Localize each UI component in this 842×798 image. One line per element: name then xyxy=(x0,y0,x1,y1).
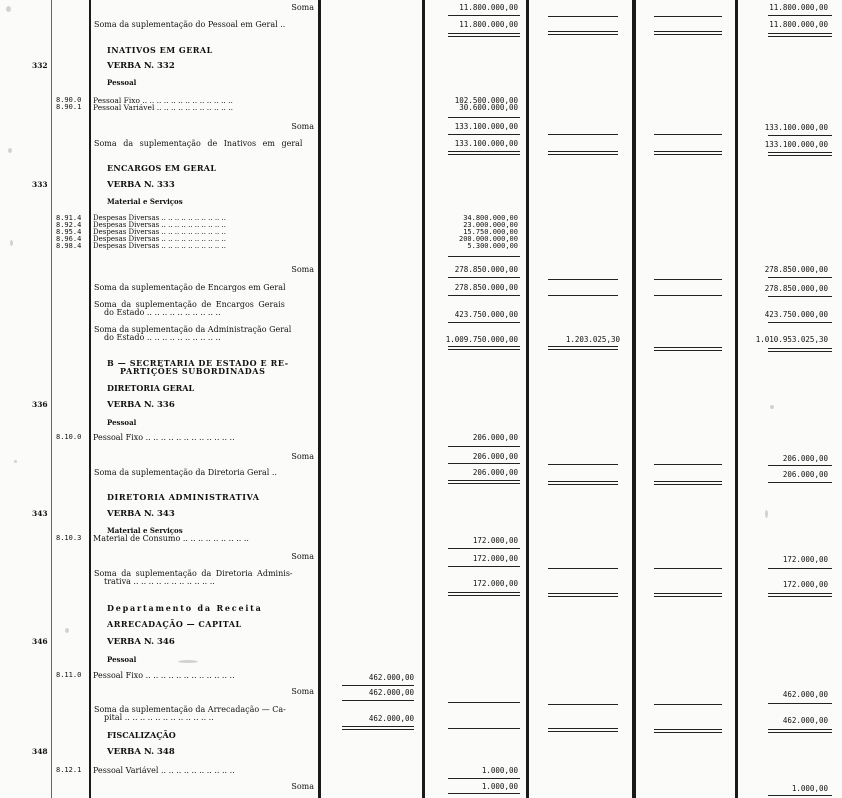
sum-label: Soma da suplementação da Diretoria Adminis- xyxy=(94,569,293,578)
rule xyxy=(548,151,618,152)
rule xyxy=(654,279,722,280)
item-label: Pessoal Fixo .. .. .. .. .. .. .. .. .. .. .. .. .. xyxy=(93,96,233,105)
rule xyxy=(654,34,722,35)
rule xyxy=(768,732,832,733)
sum-label-cont: pital .. .. .. .. .. .. .. .. .. .. .. .. xyxy=(104,713,214,722)
verba-label: VERBA N. 346 xyxy=(107,637,175,647)
amount: 172.000,00 xyxy=(472,579,518,588)
verba-label: VERBA N. 332 xyxy=(107,61,175,71)
rule xyxy=(448,349,520,350)
total-amount: 11.800.000,00 xyxy=(769,3,828,12)
verba-number: 343 xyxy=(32,509,48,518)
amount: 133.100.000,00 xyxy=(454,139,518,148)
item-code: 8.91.4 xyxy=(56,214,82,222)
rule xyxy=(548,134,618,135)
soma-label: Soma xyxy=(291,3,314,12)
section-heading: FISCALIZAÇÃO xyxy=(107,730,176,740)
verba-number: 348 xyxy=(32,747,48,756)
sum-label: Soma da suplementação de Encargos Gerais xyxy=(94,300,285,309)
scan-speck xyxy=(8,148,12,153)
verba-label: VERBA N. 333 xyxy=(107,180,175,190)
amount: 206.000,00 xyxy=(472,433,518,442)
sum-label: Soma da suplementação da Diretoria Geral .. xyxy=(94,468,277,477)
subheading: Pessoal xyxy=(107,418,137,427)
rule xyxy=(768,152,832,153)
rule xyxy=(548,464,618,465)
rule xyxy=(654,134,722,135)
item-label: Pessoal Fixo .. .. .. .. .. .. .. .. .. .. .. .. xyxy=(93,671,235,680)
section-heading-cont: PARTIÇÕES SUBORDINADAS xyxy=(120,366,266,376)
column-rule xyxy=(318,0,321,798)
rule xyxy=(768,277,832,278)
amount: 11.800.000,00 xyxy=(459,20,518,29)
rule xyxy=(448,483,520,484)
verba-number: 332 xyxy=(32,61,48,70)
rule xyxy=(768,795,832,796)
rule xyxy=(548,593,618,594)
rule xyxy=(654,464,722,465)
rule xyxy=(768,296,832,297)
rule xyxy=(654,16,722,17)
amount: 23.000.000,00 xyxy=(463,221,518,229)
verba-number: 333 xyxy=(32,180,48,189)
column-rule xyxy=(89,0,91,798)
rule xyxy=(768,15,832,16)
item-code: 8.96.4 xyxy=(56,235,82,243)
rule xyxy=(448,592,520,593)
rule xyxy=(548,481,618,482)
rule xyxy=(448,778,520,779)
rule xyxy=(548,596,618,597)
rule xyxy=(654,151,722,152)
rule xyxy=(342,700,414,701)
rule xyxy=(448,728,520,729)
subheading: Pessoal xyxy=(107,78,137,87)
soma-label: Soma xyxy=(291,265,314,274)
total-amount: 1.000,00 xyxy=(791,784,828,793)
amount: 200.000.000,00 xyxy=(458,235,518,243)
amount: 278.850.000,00 xyxy=(454,283,518,292)
rule xyxy=(654,729,722,730)
scan-speck xyxy=(770,405,774,409)
rule xyxy=(448,463,520,464)
amount-col0: 462.000,00 xyxy=(368,688,414,697)
rule xyxy=(448,134,520,135)
item-label: Material de Consumo .. .. .. .. .. .. .. .. .. xyxy=(93,534,249,543)
rule xyxy=(448,793,520,794)
rule xyxy=(448,117,520,118)
rule xyxy=(448,295,520,296)
rule xyxy=(768,348,832,349)
rule xyxy=(548,731,618,732)
rule xyxy=(448,322,520,323)
column-rule xyxy=(632,0,636,798)
rule xyxy=(448,702,520,703)
scan-speck xyxy=(178,660,198,663)
scan-speck xyxy=(6,6,11,12)
amount: 30.600.000,00 xyxy=(459,103,518,112)
amount: 172.000,00 xyxy=(472,536,518,545)
total-amount: 133.100.000,00 xyxy=(764,123,828,132)
rule xyxy=(654,481,722,482)
total-amount: 462.000,00 xyxy=(782,716,828,725)
amount: 206.000,00 xyxy=(472,468,518,477)
rule xyxy=(654,347,722,348)
rule xyxy=(768,135,832,136)
item-label: Despesas Diversas .. .. .. .. .. .. .. .. .. .. xyxy=(93,235,226,243)
subheading: Material e Serviços xyxy=(107,197,183,206)
total-amount: 1.010.953.025,30 xyxy=(755,335,828,344)
rule xyxy=(342,685,414,686)
rule xyxy=(768,351,832,352)
rule xyxy=(448,33,520,34)
verba-label: VERBA N. 336 xyxy=(107,400,175,410)
verba-label: VERBA N. 343 xyxy=(107,509,175,519)
rule xyxy=(448,15,520,16)
soma-label: Soma xyxy=(291,687,314,696)
amount: 172.000,00 xyxy=(472,554,518,563)
rule xyxy=(654,596,722,597)
sum-label-cont: do Estado .. .. .. .. .. .. .. .. .. .. xyxy=(104,308,221,317)
item-code: 8.98.4 xyxy=(56,242,82,250)
rule xyxy=(768,155,832,156)
rule xyxy=(768,593,832,594)
total-amount: 462.000,00 xyxy=(782,690,828,699)
rule xyxy=(768,322,832,323)
rule xyxy=(654,484,722,485)
amount: 206.000,00 xyxy=(472,452,518,461)
item-code: 8.90.0 xyxy=(56,96,82,104)
rule xyxy=(768,33,832,34)
sum-label: Soma da suplementação da Arrecadação — Ca- xyxy=(94,705,286,714)
amount: 423.750.000,00 xyxy=(454,310,518,319)
item-code: 8.10.0 xyxy=(56,433,82,441)
rule xyxy=(448,154,520,155)
department-heading: Departamento da Receita xyxy=(107,603,263,613)
section-heading: DIRETORIA GERAL xyxy=(107,383,195,393)
verba-number: 346 xyxy=(32,637,48,646)
rule xyxy=(448,480,520,481)
section-heading: ENCARGOS EM GERAL xyxy=(107,163,217,173)
sum-label: Soma da suplementação de Encargos em Geral xyxy=(94,283,286,292)
rule xyxy=(548,279,618,280)
amount-col0: 462.000,00 xyxy=(368,673,414,682)
rule xyxy=(654,295,722,296)
rule xyxy=(342,726,414,727)
amount: 1.000,00 xyxy=(481,766,518,775)
item-code: 8.12.1 xyxy=(56,766,82,774)
amount-col2: 1.203.025,30 xyxy=(565,335,620,344)
rule xyxy=(548,349,618,350)
rule xyxy=(448,151,520,152)
amount: 11.800.000,00 xyxy=(459,3,518,12)
rule xyxy=(654,350,722,351)
amount: 133.100.000,00 xyxy=(454,122,518,131)
rule xyxy=(768,36,832,37)
rule xyxy=(448,566,520,567)
rule xyxy=(448,36,520,37)
rule xyxy=(448,277,520,278)
soma-label: Soma xyxy=(291,452,314,461)
rule xyxy=(548,484,618,485)
rule xyxy=(548,704,618,705)
rule xyxy=(768,465,832,466)
sum-label-cont: do Estado .. .. .. .. .. .. .. .. .. .. xyxy=(104,333,221,342)
soma-label: Soma xyxy=(291,782,314,791)
item-label: Despesas Diversas .. .. .. .. .. .. .. .. .. .. xyxy=(93,214,226,222)
item-label: Despesas Diversas .. .. .. .. .. .. .. .. .. .. xyxy=(93,221,226,229)
rule xyxy=(654,568,722,569)
item-code: 8.90.1 xyxy=(56,103,82,111)
rule xyxy=(548,346,618,347)
amount: 5.300.000,00 xyxy=(467,242,518,250)
scan-speck xyxy=(65,628,69,633)
rule xyxy=(548,154,618,155)
total-amount: 11.800.000,00 xyxy=(769,20,828,29)
sum-label-cont: trativa .. .. .. .. .. .. .. .. .. .. .. xyxy=(104,577,215,586)
rule xyxy=(654,31,722,32)
rule xyxy=(548,568,618,569)
rule xyxy=(548,728,618,729)
item-label: Pessoal Variável .. .. .. .. .. .. .. .. .. .. .. xyxy=(93,103,234,112)
column-rule xyxy=(526,0,529,798)
rule xyxy=(548,34,618,35)
soma-label: Soma xyxy=(291,122,314,131)
rule xyxy=(548,295,618,296)
scan-speck xyxy=(765,510,768,518)
verba-number: 336 xyxy=(32,400,48,409)
total-amount: 278.850.000,00 xyxy=(764,284,828,293)
rule xyxy=(654,154,722,155)
item-label: Pessoal Fixo .. .. .. .. .. .. .. .. .. .. .. .. xyxy=(93,433,235,442)
column-rule xyxy=(735,0,738,798)
total-amount: 423.750.000,00 xyxy=(764,310,828,319)
amount: 1.009.750.000,00 xyxy=(445,335,518,344)
amount: 278.850.000,00 xyxy=(454,265,518,274)
scan-speck xyxy=(10,240,13,246)
section-heading: ARRECADAÇÃO — CAPITAL xyxy=(107,619,242,629)
sum-label: Soma da suplementação da Administração Geral xyxy=(94,325,292,334)
rule xyxy=(548,16,618,17)
rule xyxy=(448,548,520,549)
total-amount: 206.000,00 xyxy=(782,454,828,463)
amount: 34.800.000,00 xyxy=(463,214,518,222)
rule xyxy=(448,256,520,257)
rule xyxy=(342,729,414,730)
amount: 1.000,00 xyxy=(481,782,518,791)
subheading: Pessoal xyxy=(107,655,137,664)
rule xyxy=(548,31,618,32)
subheading: Material e Serviços xyxy=(107,526,183,535)
rule xyxy=(768,703,832,704)
item-code: 8.10.3 xyxy=(56,534,82,542)
total-amount: 206.000,00 xyxy=(782,470,828,479)
sum-label: Soma da suplementação do Pessoal em Geral .. xyxy=(94,20,286,29)
rule xyxy=(768,596,832,597)
total-amount: 278.850.000,00 xyxy=(764,265,828,274)
verba-label: VERBA N. 348 xyxy=(107,747,175,757)
amount: 102.500.000,00 xyxy=(454,96,518,105)
amount-col0: 462.000,00 xyxy=(368,714,414,723)
scan-speck xyxy=(14,460,17,463)
rule xyxy=(448,346,520,347)
item-code: 8.92.4 xyxy=(56,221,82,229)
rule xyxy=(448,595,520,596)
sum-label: Soma da suplementação de Inativos em geral xyxy=(94,139,303,148)
rule xyxy=(768,482,832,483)
section-heading: DIRETORIA ADMINISTRATIVA xyxy=(107,492,260,502)
section-heading: INATIVOS EM GERAL xyxy=(107,45,213,55)
rule xyxy=(654,732,722,733)
item-code: 8.95.4 xyxy=(56,228,82,236)
total-amount: 172.000,00 xyxy=(782,580,828,589)
item-label: Despesas Diversas .. .. .. .. .. .. .. .. .. .. xyxy=(93,228,226,236)
rule xyxy=(768,729,832,730)
item-label: Despesas Diversas .. .. .. .. .. .. .. .. .. .. xyxy=(93,242,226,250)
amount: 15.750.000,00 xyxy=(463,228,518,236)
item-code: 8.11.0 xyxy=(56,671,82,679)
item-label: Pessoal Variável .. .. .. .. .. .. .. .. .. .. xyxy=(93,766,235,775)
column-rule xyxy=(51,0,52,798)
rule xyxy=(768,568,832,569)
total-amount: 172.000,00 xyxy=(782,555,828,564)
rule xyxy=(448,446,520,447)
rule xyxy=(654,704,722,705)
rule xyxy=(654,593,722,594)
total-amount: 133.100.000,00 xyxy=(764,140,828,149)
soma-label: Soma xyxy=(291,552,314,561)
section-heading: B — SECRETARIA DE ESTADO E RE- xyxy=(107,358,289,368)
column-rule xyxy=(422,0,425,798)
